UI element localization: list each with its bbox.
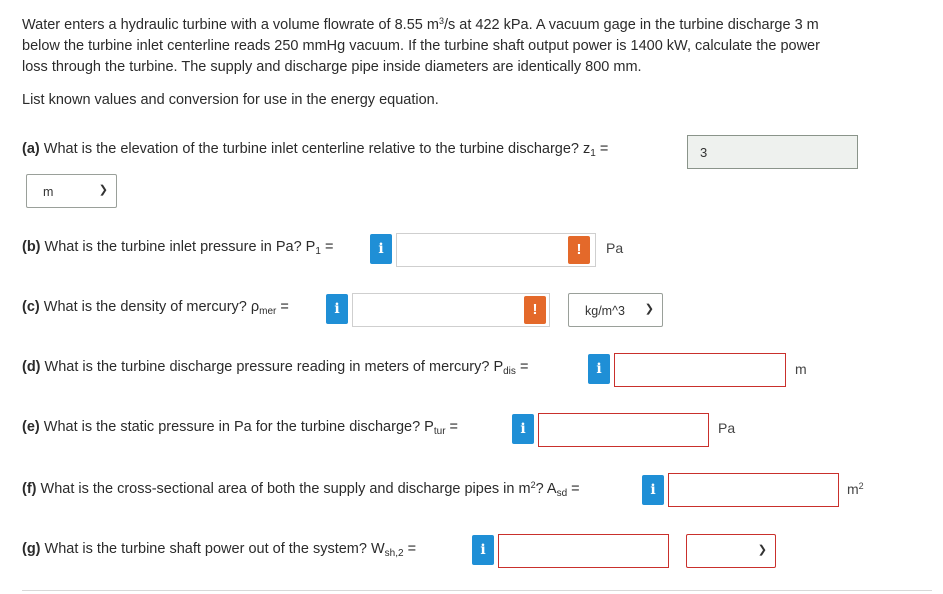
chevron-down-icon: ❯ — [757, 544, 767, 556]
unit-label-b: Pa — [606, 240, 624, 256]
unit-select-a[interactable]: m ❯ — [26, 174, 117, 208]
unit-label-f: $m^2$ — [847, 481, 864, 497]
answer-g-input[interactable] — [498, 534, 669, 568]
answer-f-input[interactable] — [668, 473, 839, 507]
question-g: (g) What is the turbine shaft power out of the system? $W_{sh,2}$ = — [22, 541, 417, 559]
unit-label-e: Pa — [718, 420, 736, 436]
info-icon[interactable]: i — [472, 535, 494, 565]
problem-line-2: below the turbine inlet centerline reads 250 mmHg vacuum. If the turbine shaft output power is 1400 kW, calculate the power — [22, 38, 820, 54]
warning-icon: ! — [524, 296, 546, 324]
info-icon[interactable]: i — [326, 294, 348, 324]
info-icon[interactable]: i — [370, 234, 392, 264]
unit-select-g[interactable] — [686, 534, 776, 568]
info-icon[interactable]: i — [588, 354, 610, 384]
question-b: (b) What is the turbine inlet pressure in Pa? $P_1$ = — [22, 239, 334, 257]
chevron-down-icon: ❯ — [644, 303, 654, 315]
info-icon[interactable]: i — [642, 475, 664, 505]
answer-c-input[interactable] — [352, 293, 550, 327]
answer-e-input[interactable] — [538, 413, 709, 447]
problem-line-3: loss through the turbine. The supply and discharge pipe inside diameters are identically 800 mm. — [22, 59, 642, 75]
question-d: (d) What is the turbine discharge pressure reading in meters of mercury? $P_{dis}$ = — [22, 359, 529, 377]
answer-a-input[interactable]: 3 — [687, 135, 858, 169]
instruction-text: List known values and conversion for use in the energy equation. — [22, 92, 439, 108]
answer-b-input[interactable] — [396, 233, 596, 267]
info-icon[interactable]: i — [512, 414, 534, 444]
warning-icon: ! — [568, 236, 590, 264]
answer-d-input[interactable] — [614, 353, 786, 387]
unit-label-d: m — [795, 361, 807, 377]
question-a: (a) What is the elevation of the turbine inlet centerline relative to the turbine discharge? $z_1$ = — [22, 141, 609, 159]
problem-line-1: Water enters a hydraulic turbine with a volume flowrate of 8.55 $m^3/s$ at 422 kPa. A vacuum gage in the turbine discharge 3 m — [22, 16, 819, 33]
chevron-down-icon: ❯ — [98, 184, 108, 196]
question-f: (f) What is the cross-sectional area of both the supply and discharge pipes in $m^2$? $A_{sd}$ = — [22, 480, 580, 499]
unit-select-c[interactable]: kg/m^3 ❯ — [568, 293, 663, 327]
problem-statement — [22, 11, 820, 78]
divider — [22, 590, 932, 591]
question-c: (c) What is the density of mercury? $\rho_{mer}$ = — [22, 299, 289, 317]
question-e: (e) What is the static pressure in Pa for the turbine discharge? $P_{tur}$ = — [22, 419, 459, 437]
